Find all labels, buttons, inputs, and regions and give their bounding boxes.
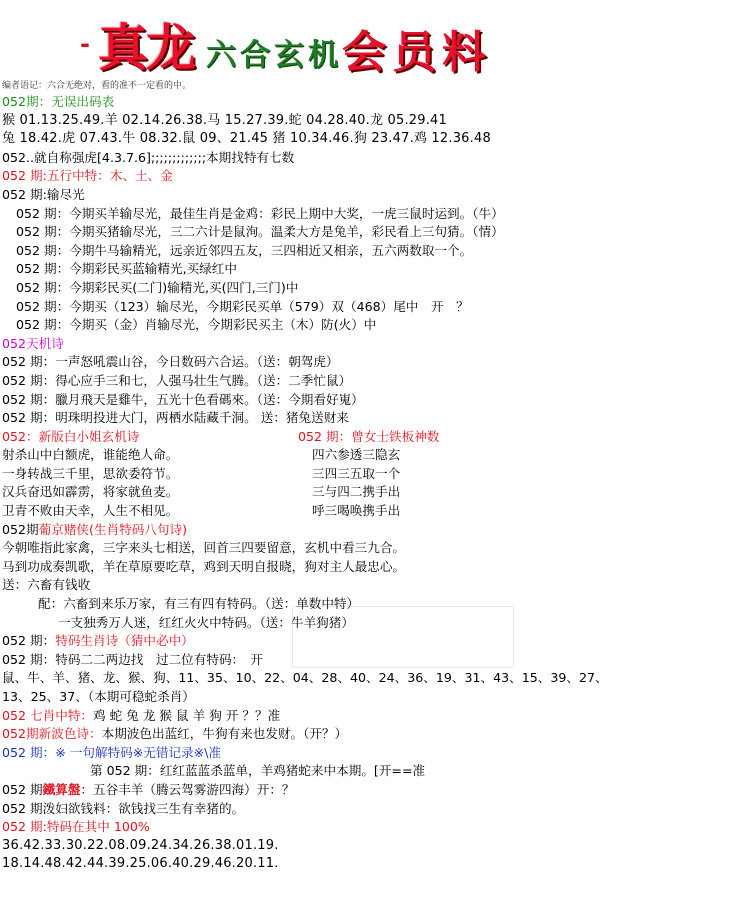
s4-left: 汉兵奋迅如霹雳，将家就鱼麦。 <box>2 484 179 500</box>
s6-title-period: 052 期： <box>2 633 56 649</box>
s3-line: 052 期：臘月飛天是雞牛，五光十色看碼來。（送：今期看好嵬） <box>2 391 364 407</box>
s4-left: 射杀山中白额虎，谁能绝人命。 <box>2 447 179 463</box>
s1-title: 052期：无误出码表 <box>2 94 115 109</box>
s2-line: 052 期：今期买猪输尽光，三二六计是鼠洵。温柔大方是兔羊，彩民看上三句猜。（情） <box>16 224 504 240</box>
header-dash: - <box>80 30 90 58</box>
s5-line: 马到功成奏凯歌，羊在草原要吃草，鸡到天明自报晓，狗对主人最忠心。 <box>2 558 405 574</box>
s6-title <box>2 632 742 651</box>
s4-right: 呼三喝唤携手出 <box>312 503 401 519</box>
s5-yizhi: 一支独秀万人迷，红红火火中特码。（送：牛羊狗猪） <box>58 614 354 630</box>
s1-line2: 兔 18.42.虎 07.43.牛 08.32.鼠 09、21.45 猪 10.34.46.狗 23.47.鸡 12.36.48 <box>2 131 491 147</box>
s4-right: 三四三五取一个 <box>312 465 401 481</box>
header-char-ji: 机 <box>308 38 338 73</box>
page-header-banner <box>80 8 520 78</box>
s7-b-label: 052期新波色诗： <box>2 726 102 742</box>
s4-row <box>2 502 742 521</box>
s3-line: 052 期：一声怒吼震山谷，今日数码六合运。（送：朝驾虎） <box>2 354 339 370</box>
s2-line: 052 期：今期买（金）肖输尽光，今期彩民买主（木）防(火）中 <box>16 317 377 333</box>
s1-line3: 052..就自称强虎[4.3.7.6];;;;;;;;;;;;;本期找特有七数 <box>2 149 295 165</box>
s5-pei: 配：六畜到来乐万家，有三有四有特码。（送：单数中特） <box>38 596 360 612</box>
s7-d-text: ：五谷丰羊（腾云驾雾游四海）开：？ <box>80 781 295 797</box>
s4-row <box>2 465 742 484</box>
editor-note: 编者语记：六合无绝对，看的准不一定看的中。 <box>2 81 192 91</box>
s4-title-right: 052 期：曾女士铁板神数 <box>298 428 440 444</box>
s5-title-name: 葡京赌侠(生肖特码八句诗) <box>38 521 187 537</box>
header-char-yuan: 员 <box>392 27 436 78</box>
s7-a-label: 052 七肖中特： <box>2 707 94 723</box>
header-char-xuan: 玄 <box>274 38 304 73</box>
s4-title-row <box>2 428 742 447</box>
header-char-he: 合 <box>240 38 270 73</box>
s7-d-period: 052 期 <box>2 781 43 797</box>
s7-e: 052 期泼妇欲钱料：欲钱找三生有幸猪的。 <box>2 800 245 816</box>
s6-line3: 13、25、37、（本期可稳蛇杀肖） <box>2 689 195 704</box>
s6-line2: 鼠、牛、羊、猪、龙、猴、狗、11、35、10、22、04、28、40、24、36、19、31、43、15、39、27、 <box>2 670 608 686</box>
s5-title <box>2 521 742 540</box>
s2-line: 052 期：今期彩民买(二门)输精光,买(四门,三门)中 <box>16 279 299 295</box>
s5-line: 送：六畜有钱收 <box>2 577 91 593</box>
s6-line1: 052 期：特码二二两边找 过二位有特码： 开 <box>2 651 264 667</box>
s4-row <box>2 446 742 465</box>
s7-wave-color <box>2 725 742 744</box>
s6-title-name: 特码生肖诗（猜中必中） <box>55 633 194 649</box>
s7-nums2: 18.14.48.42.44.39.25.06.40.29.46.20.11. <box>2 856 279 872</box>
header-char-long: 龙 <box>146 19 194 77</box>
s5-title-period: 052期 <box>2 521 39 537</box>
s7-d-abacus: 鐵算盤 <box>42 781 81 797</box>
s4-title-left: 052：新版白小姐玄机诗 <box>2 428 140 444</box>
s2-line: 052 期：今期买羊输尽光，最佳生肖是金鸡：彩民上期中大奖，一虎三鼠时运到。（牛） <box>16 205 504 221</box>
s4-right: 四六参透三隐玄 <box>312 447 401 463</box>
s4-left: 一身转战三千里，思欲委符节。 <box>2 465 179 481</box>
s7-f: 052 期:特码在其中 100% <box>2 819 150 835</box>
header-char-liao: 料 <box>442 27 486 78</box>
s2-line: 052 期：今期彩民买蓝输精光,买绿红中 <box>16 261 237 277</box>
s7-c-line: 第 052 期：红红蓝蓝杀蓝单，羊鸡猪蛇来中本期。[开==准 <box>90 763 426 779</box>
s3-line: 052 期：得心应手三和七，人强马壮生气腾。（送：二季忙鼠） <box>2 372 352 388</box>
header-char-zhen: 真 <box>98 19 146 77</box>
s7-seven-zodiac <box>2 707 742 726</box>
s7-b-text: 本期波色出蓝红，牛狗有来也发财。（开？） <box>101 726 348 742</box>
s3-title: 052天机诗 <box>2 335 64 351</box>
s4-row <box>2 483 742 502</box>
s7-nums1: 36.42.33.30.22.08.09.24.34.26.38.01.19. <box>2 837 279 853</box>
s2-line: 052 期：今期买（123）输尽光，今期彩民买单（579）双（468）尾中 开 ？ <box>16 298 469 314</box>
s4-right: 三与四二携手出 <box>312 484 401 500</box>
header-char-liu: 六 <box>206 38 236 73</box>
header-char-hui: 会 <box>342 27 386 78</box>
s2-line: 052 期：今期牛马输精光，远亲近邻四五友，三四相近又相亲，五六两数取一个。 <box>16 242 473 258</box>
s7-abacus <box>2 781 742 800</box>
s5-line: 今朝唯指此家禽，三字来头七相送，回首三四要留意，玄机中看三九合。 <box>2 540 405 556</box>
s2-sub: 052 期:输尽光 <box>2 186 85 202</box>
s1-line1: 猴 01.13.25.49.羊 02.14.26.38.马 15.27.39.蛇 04.28.40.龙 05.29.41 <box>2 112 447 128</box>
s7-c-label: 052 期：※ 一句解特码※无错记录※\准 <box>2 744 222 760</box>
main-content <box>2 80 742 874</box>
s4-left: 卫青不败由天幸，人生不相见。 <box>2 503 179 519</box>
s7-a-text: 鸡 蛇 兔 龙 猴 鼠 羊 狗 开 ？？准 <box>93 707 281 723</box>
s2-title: 052 期:五行中特：木、土、金 <box>2 168 173 184</box>
s3-line: 052 期：明珠明投进大门，两栖水陆藏千洞。 送：猪兔送财来 <box>2 410 349 426</box>
